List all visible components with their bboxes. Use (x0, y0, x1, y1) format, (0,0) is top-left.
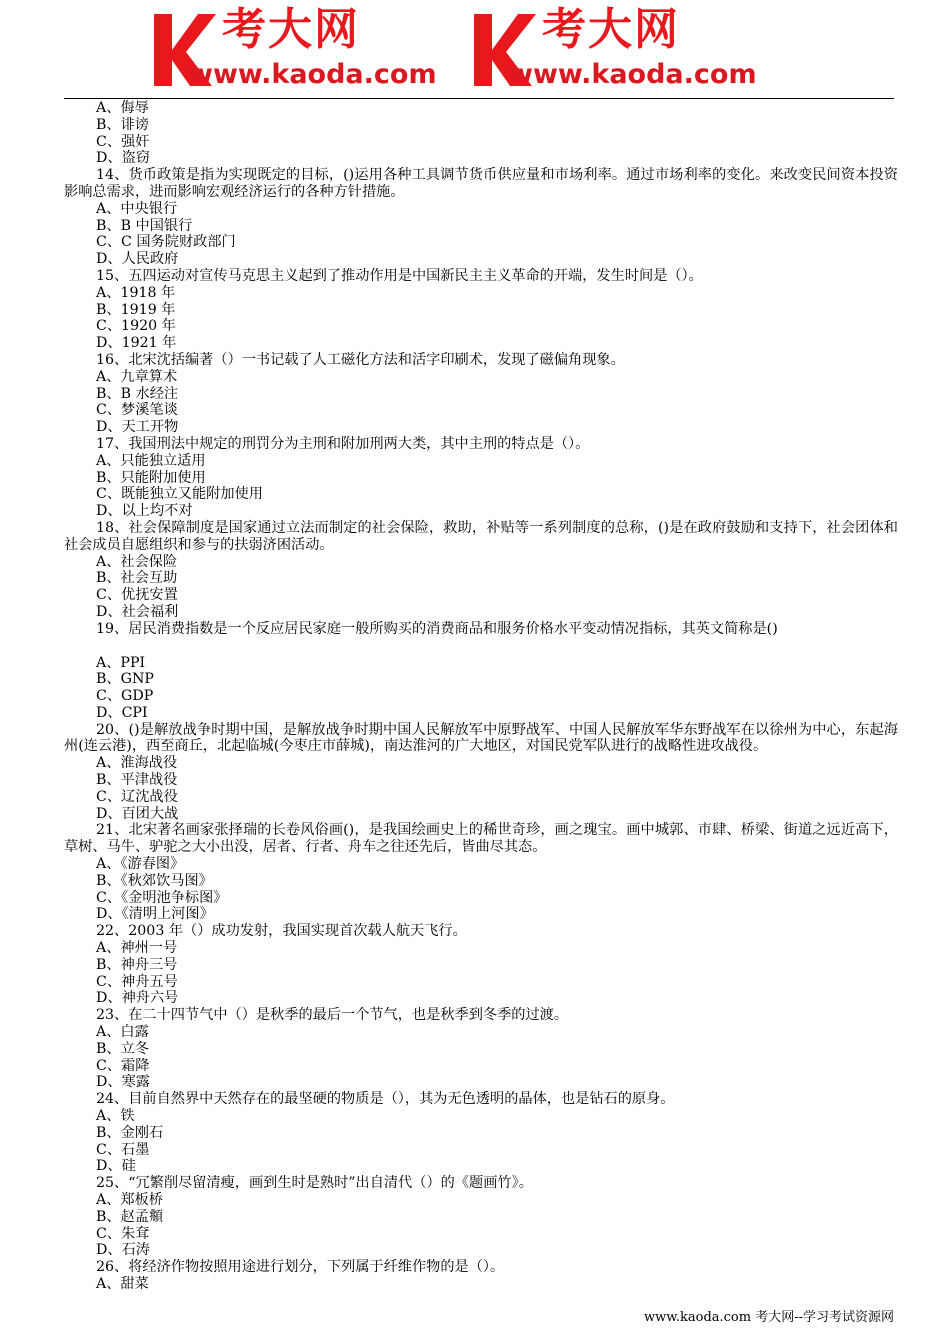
answer-option: D、以上均不对 (96, 503, 193, 520)
answer-option: A、只能独立适用 (96, 452, 206, 469)
answer-option: B、B 中国银行 (96, 217, 193, 234)
logo-url-text: www.kaoda.com (188, 59, 437, 90)
answer-option: A、侮辱 (96, 100, 149, 116)
question-text: 15、五四运动对宣传马克思主义起到了推动作用是中国新民主主义革命的开端，发生时间是（）。 (96, 267, 703, 284)
blank-line (64, 638, 898, 655)
answer-option: D、《清明上河图》 (96, 906, 214, 923)
page-footer: www.kaoda.com 考大网--学习考试资源网 (644, 1310, 894, 1325)
answer-option: B、《秋郊饮马图》 (96, 872, 213, 889)
answer-option: C、霜降 (96, 1057, 150, 1074)
question-text: 18、社会保障制度是国家通过立法而制定的社会保险，救助，补贴等一系列制度的总称，()是在政府鼓励和支持下，社会团体和社会成员自愿组织和参与的扶弱济困活动。 (64, 519, 898, 553)
answer-option: D、硅 (96, 1158, 136, 1175)
answer-option: A、社会保险 (96, 553, 178, 570)
answer-option: C、优抚安置 (96, 587, 178, 604)
answer-option: D、寒露 (96, 1074, 150, 1091)
logo-url-text: www.kaoda.com (508, 59, 757, 90)
answer-option: A、中央银行 (96, 200, 178, 217)
question-text: 14、货币政策是指为实现既定的目标，()运用各种工具调节货币供应量和市场利率。通过市场利率的变化。来改变民间资本投资影响总需求，进而影响宏观经济运行的各种方针措施。 (64, 167, 898, 200)
answer-option: D、CPI (96, 704, 148, 721)
answer-option: C、神舟五号 (96, 973, 178, 990)
page-header (0, 0, 950, 98)
answer-option: B、诽谤 (96, 116, 149, 133)
answer-option: D、神舟六号 (96, 990, 179, 1007)
question-text: 21、北宋著名画家张择瑞的长卷风俗画()，是我国绘画史上的稀世奇珍，画之瑰宝。画中城郭、市肆、桥梁、街道之远近高下，草树、马牛、驴驼之大小出没，居者、行者、舟车之往还先后，皆曲尽其态。 (64, 822, 898, 856)
answer-option: C、1920 年 (96, 318, 176, 335)
question-text: 16、北宋沈括编著（）一书记载了人工磁化方法和活字印刷术，发现了磁偏角现象。 (96, 351, 625, 368)
answer-option: B、1919 年 (96, 301, 176, 318)
answer-option: D、百团大战 (96, 805, 179, 822)
answer-option: A、甜菜 (96, 1275, 149, 1292)
answer-option: B、B 水经注 (96, 385, 179, 402)
answer-option: C、强奸 (96, 133, 150, 150)
answer-option: D、石涛 (96, 1242, 150, 1259)
question-text: 22、2003 年（）成功发射，我国实现首次载人航天飞行。 (96, 923, 467, 940)
answer-option: C、《金明池争标图》 (96, 889, 228, 906)
answer-option: C、石墨 (96, 1141, 150, 1158)
answer-option: D、人民政府 (96, 251, 179, 268)
answer-option: C、朱耷 (96, 1225, 150, 1242)
answer-option: B、GNP (96, 671, 154, 688)
answer-option: B、神舟三号 (96, 956, 178, 973)
answer-option: D、盗窃 (96, 150, 150, 167)
answer-option: C、既能独立又能附加使用 (96, 486, 263, 503)
answer-option: A、白露 (96, 1024, 149, 1041)
answer-option: C、梦溪笔谈 (96, 402, 178, 419)
question-text: 20、()是解放战争时期中国，是解放战争时期中国人民解放军中原野战军、中国人民解放军华东野战军在以徐州为中心，东起海州(连云港)，西至商丘，北起临城(今枣庄市薛城)，南达淮河的广大地区，对国民党军队进行的战略性进攻战役。 (64, 721, 898, 755)
question-text: 19、居民消费指数是一个反应居民家庭一般所购买的消费商品和服务价格水平变动情况指标，其英文简称是() (96, 620, 778, 637)
answer-option: B、只能附加使用 (96, 469, 206, 486)
answer-option: A、神州一号 (96, 940, 178, 957)
answer-option: C、GDP (96, 688, 154, 705)
kaoda-logo (150, 4, 490, 96)
answer-option: D、1921 年 (96, 335, 177, 352)
answer-option: B、立冬 (96, 1040, 149, 1057)
answer-option: B、金刚石 (96, 1124, 164, 1141)
answer-option: B、平津战役 (96, 772, 178, 789)
question-text: 23、在二十四节气中（）是秋季的最后一个节气，也是秋季到冬季的过渡。 (96, 1007, 569, 1024)
answer-option: A、《游春图》 (96, 856, 185, 873)
answer-option: B、赵孟頫 (96, 1208, 164, 1225)
answer-option: A、淮海战役 (96, 755, 178, 772)
logo-brand-text: 考大网 (222, 4, 360, 55)
header-divider (64, 98, 894, 99)
answer-option: C、C 国务院财政部门 (96, 234, 236, 251)
answer-option: D、社会福利 (96, 603, 179, 620)
answer-option: C、辽沈战役 (96, 788, 178, 805)
question-text: 24、目前自然界中天然存在的最坚硬的物质是（），其为无色透明的晶体，也是钻石的原身。 (96, 1091, 675, 1108)
kaoda-logo (470, 4, 810, 96)
answer-option: A、九章算术 (96, 368, 178, 385)
question-text: 25、“冗繁削尽留清瘦，画到生时是熟时”出自清代（）的《题画竹》。 (96, 1175, 533, 1192)
answer-option: A、1918 年 (96, 284, 176, 301)
question-text: 17、我国刑法中规定的刑罚分为主刑和附加刑两大类，其中主刑的特点是（）。 (96, 435, 590, 452)
answer-option: A、郑板桥 (96, 1192, 163, 1208)
logo-brand-text: 考大网 (542, 4, 680, 55)
answer-option: A、铁 (96, 1108, 135, 1125)
answer-option: B、社会互助 (96, 570, 178, 587)
question-text: 26、将经济作物按照用途进行划分，下列属于纤维作物的是（）。 (96, 1259, 505, 1276)
answer-option: A、PPI (96, 654, 146, 671)
document-body (64, 100, 898, 1293)
answer-option: D、天工开物 (96, 419, 179, 436)
